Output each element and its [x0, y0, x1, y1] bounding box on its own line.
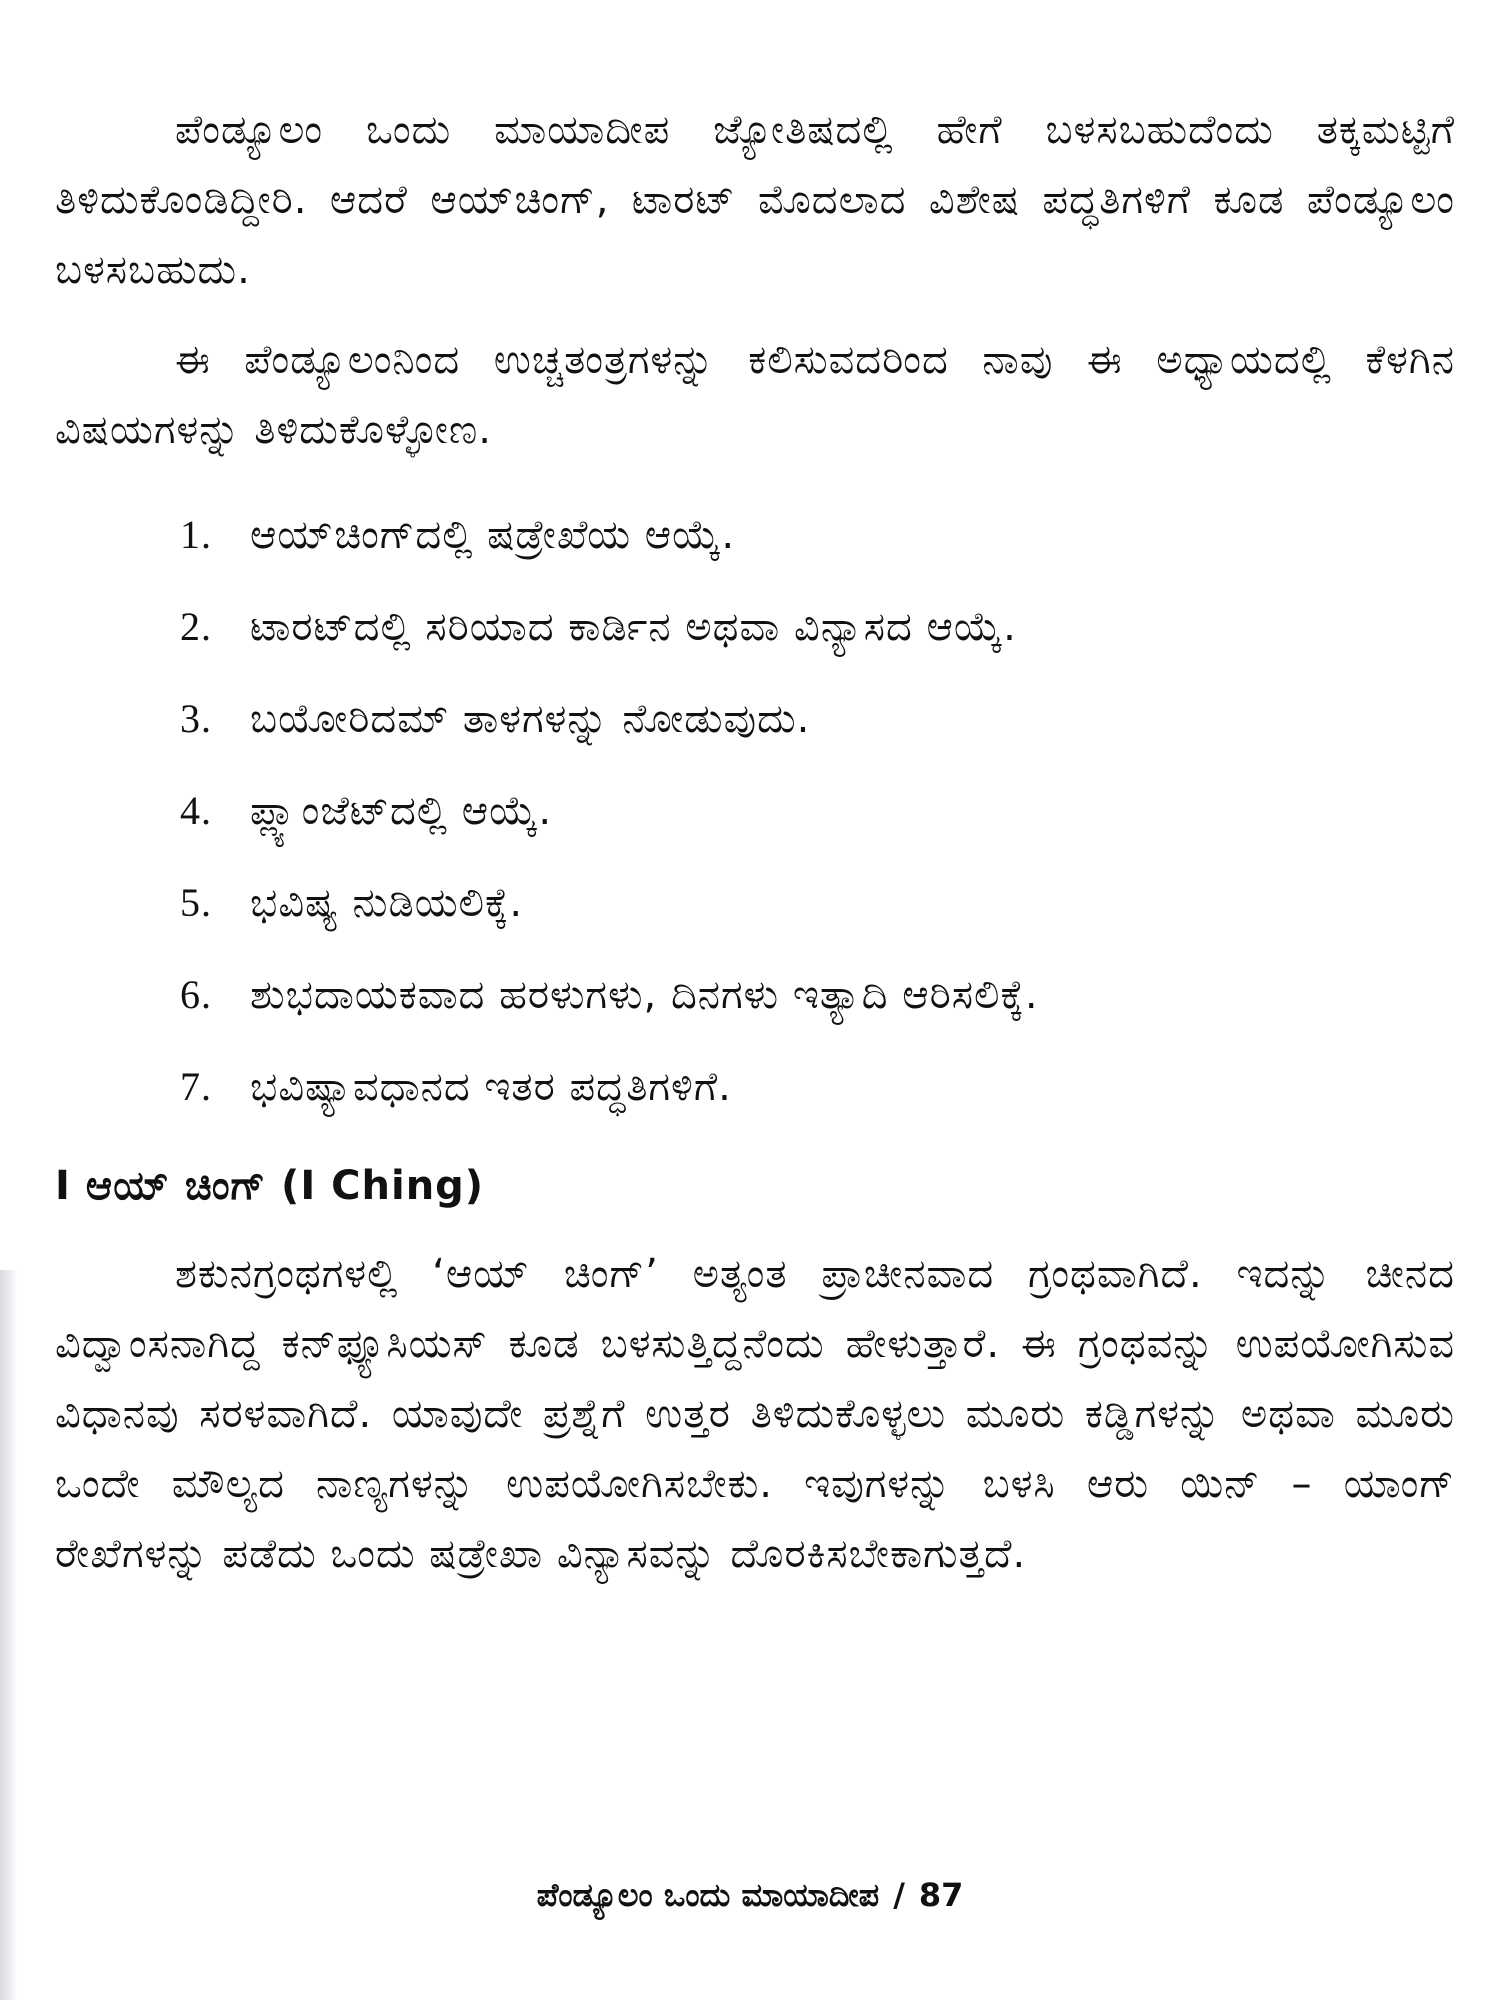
list-item [180, 857, 1455, 949]
list-item-number: 5. [180, 880, 212, 925]
list-item-text: ಟಾರಟ್‌ದಲ್ಲಿ ಸರಿಯಾದ ಕಾರ್ಡಿನ ಅಥವಾ ವಿನ್ಯಾಸದ ಆಯ್ಕೆ. [250, 604, 1017, 650]
list-item-number: 2. [180, 604, 212, 649]
list-item-number: 6. [180, 972, 212, 1017]
list-item [180, 673, 1455, 765]
list-item-number: 1. [180, 512, 212, 557]
footer-separator: / [893, 1876, 905, 1914]
list-item-text: ಬಯೋರಿದಮ್ ತಾಳಗಳನ್ನು ನೋಡುವುದು. [250, 696, 811, 742]
list-item-number: 4. [180, 788, 212, 833]
list-item-text: ಭವಿಷ್ಯಾವಧಾನದ ಇತರ ಪದ್ಧತಿಗಳಿಗೆ. [250, 1064, 732, 1110]
list-item-text: ಶುಭದಾಯಕವಾದ ಹರಳುಗಳು, ದಿನಗಳು ಇತ್ಯಾದಿ ಆರಿಸಲಿಕ್ಕೆ. [250, 972, 1039, 1018]
list-item-text: ಪ್ಲ್ಯಾಂಜೆಟ್‌ದಲ್ಲಿ ಆಯ್ಕೆ. [250, 788, 553, 834]
list-item [180, 1041, 1455, 1133]
topic-list [55, 489, 1455, 1133]
list-item [180, 765, 1455, 857]
list-item-number: 7. [180, 1064, 212, 1109]
intro-paragraph: ಪೆಂಡ್ಯೂಲಂ ಒಂದು ಮಾಯಾದೀಪ ಜ್ಯೋತಿಷದಲ್ಲಿ ಹೇಗೆ ಬಳಸಬಹುದೆಂದು ತಕ್ಕಮಟ್ಟಿಗೆ ತಿಳಿದುಕೊಂಡಿದ್ದೀರಿ. ಆದರೆ ಆಯ್‌ಚಿಂಗ್, ಟಾರಟ್ ಮೊದಲಾದ ವಿಶೇಷ ಪದ್ಧತಿಗಳಿಗೆ ಕೂಡ ಪೆಂಡ್ಯೂಲಂ ಬಳಸಬಹುದು. [55, 107, 1455, 293]
second-paragraph: ಈ ಪೆಂಡ್ಯೂಲಂನಿಂದ ಉಚ್ಚತಂತ್ರಗಳನ್ನು ಕಲಿಸುವದರಿಂದ ನಾವು ಈ ಅಧ್ಯಾಯದಲ್ಲಿ ಕೆಳಗಿನ ವಿಷಯಗಳನ್ನು ತಿಳಿದುಕೊಳ್ಳೋಣ. [55, 337, 1455, 453]
list-item-text: ಆಯ್‌ಚಿಂಗ್‌ದಲ್ಲಿ ಷಡ್ರೇಖೆಯ ಆಯ್ಕೆ. [250, 512, 736, 558]
footer-book-title: ಪೆಂಡ್ಯೂಲಂ ಒಂದು ಮಾಯಾದೀಪ [536, 1876, 880, 1914]
page-footer [0, 1875, 1500, 1915]
section-paragraph: ಶಕುನಗ್ರಂಥಗಳಲ್ಲಿ ‘ಆಯ್ ಚಿಂಗ್’ ಅತ್ಯಂತ ಪ್ರಾಚೀನವಾದ ಗ್ರಂಥವಾಗಿದೆ. ಇದನ್ನು ಚೀನದ ವಿದ್ವಾಂಸನಾಗಿದ್ದ ಕನ್‌ಫ್ಯೂಸಿಯಸ್ ಕೂಡ ಬಳಸುತ್ತಿದ್ದನೆಂದು ಹೇಳುತ್ತಾರೆ. ಈ ಗ್ರಂಥವನ್ನು ಉಪಯೋಗಿಸುವ ವಿಧಾನವು ಸರಳವಾಗಿದೆ. ಯಾವುದೇ ಪ್ರಶ್ನೆಗೆ ಉತ್ತರ ತಿಳಿದುಕೊಳ್ಳಲು ಮೂರು ಕಡ್ಡಿಗಳನ್ನು ಅಥವಾ ಮೂರು ಒಂದೇ ಮೌಲ್ಯದ ನಾಣ್ಯಗಳನ್ನು ಉಪಯೋಗಿಸಬೇಕು. ಇವುಗಳನ್ನು ಬಳಸಿ ಆರು ಯಿನ್ – ಯಾಂಗ್ ರೇಖೆಗಳನ್ನು ಪಡೆದು ಒಂದು ಷಡ್ರೇಖಾ ವಿನ್ಯಾಸವನ್ನು ದೊರಕಿಸಬೇಕಾಗುತ್ತದೆ. [55, 1251, 1455, 1577]
list-item [180, 949, 1455, 1041]
page-content [55, 95, 1455, 1589]
section-heading: I ಆಯ್ ಚಿಂಗ್ (I Ching) [55, 1163, 485, 1209]
list-item-number: 3. [180, 696, 212, 741]
list-item-text: ಭವಿಷ್ಯ ನುಡಿಯಲಿಕ್ಕೆ. [250, 880, 524, 926]
list-item [180, 489, 1455, 581]
list-item [180, 581, 1455, 673]
page-number: 87 [918, 1876, 964, 1914]
